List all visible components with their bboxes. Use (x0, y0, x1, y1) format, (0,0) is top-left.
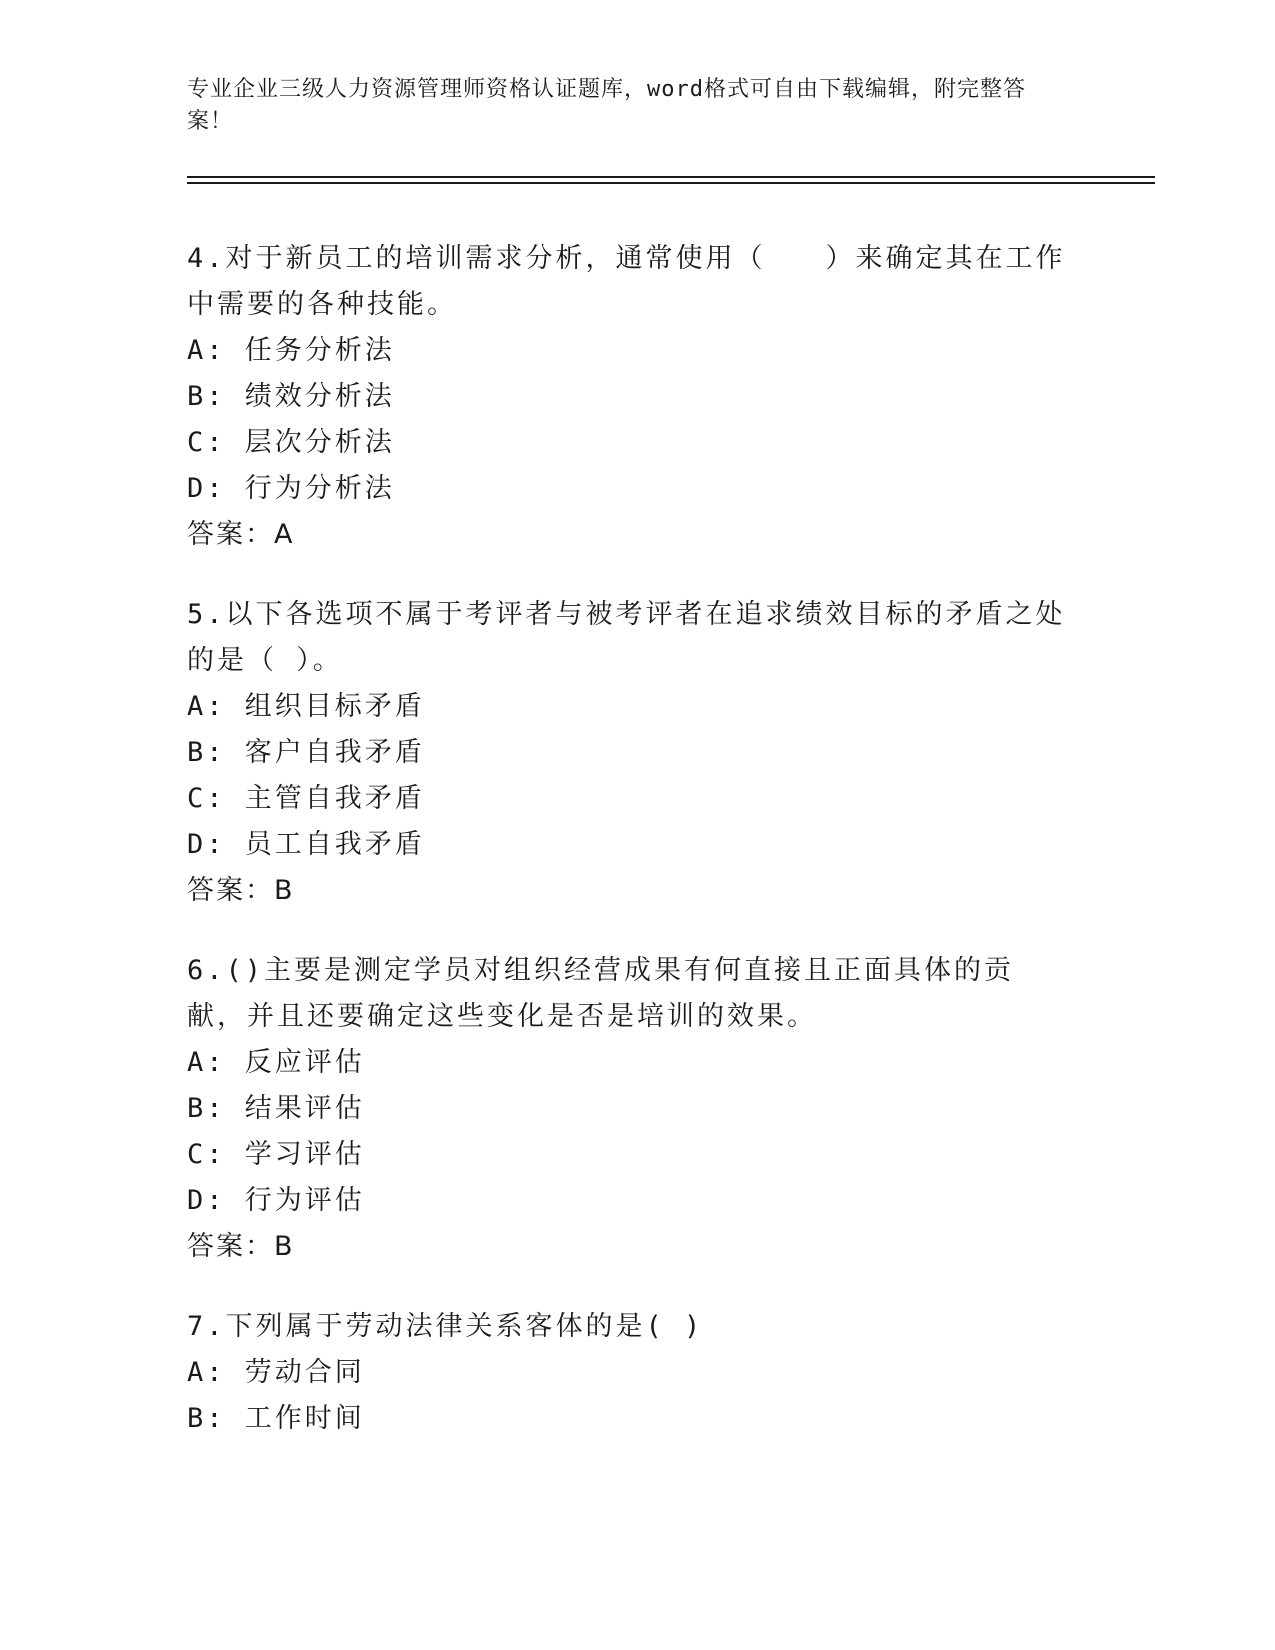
option-a: A: 任务分析法 (187, 335, 395, 366)
question-text: 6.()主要是测定学员对组织经营成果有何直接且正面具体的贡献，并且还要确定这些变化是否是培训的效果。 (187, 955, 1015, 1032)
question-7 (187, 1304, 1067, 1442)
question-list (187, 236, 1067, 1476)
option-c: C: 主管自我矛盾 (187, 783, 425, 814)
option-d: D: 行为分析法 (187, 473, 395, 504)
option-c: C: 层次分析法 (187, 427, 395, 458)
question-text: 7.下列属于劳动法律关系客体的是( ) (187, 1311, 704, 1342)
option-d: D: 行为评估 (187, 1185, 365, 1216)
question-6 (187, 948, 1067, 1270)
question-4 (187, 236, 1067, 558)
option-a: A: 劳动合同 (187, 1357, 365, 1388)
option-b: B: 绩效分析法 (187, 381, 395, 412)
answer-label: 答案：B (187, 1231, 295, 1262)
question-text: 5.以下各选项不属于考评者与被考评者在追求绩效目标的矛盾之处的是（ ）。 (187, 599, 1066, 676)
option-d: D: 员工自我矛盾 (187, 829, 425, 860)
option-a: A: 反应评估 (187, 1047, 365, 1078)
option-c: C: 学习评估 (187, 1139, 365, 1170)
answer-label: 答案：A (187, 519, 295, 550)
option-b: B: 结果评估 (187, 1093, 365, 1124)
option-b: B: 客户自我矛盾 (187, 737, 425, 768)
answer-label: 答案：B (187, 875, 295, 906)
option-b: B: 工作时间 (187, 1403, 365, 1434)
question-5 (187, 592, 1067, 914)
header-divider-top (187, 176, 1155, 178)
header-divider-bottom (187, 182, 1155, 184)
document-header: 专业企业三级人力资源管理师资格认证题库，word格式可自由下载编辑，附完整答案！ (187, 77, 1026, 134)
option-a: A: 组织目标矛盾 (187, 691, 425, 722)
question-text: 4.对于新员工的培训需求分析，通常使用（ ）来确定其在工作中需要的各种技能。 (187, 243, 1066, 320)
